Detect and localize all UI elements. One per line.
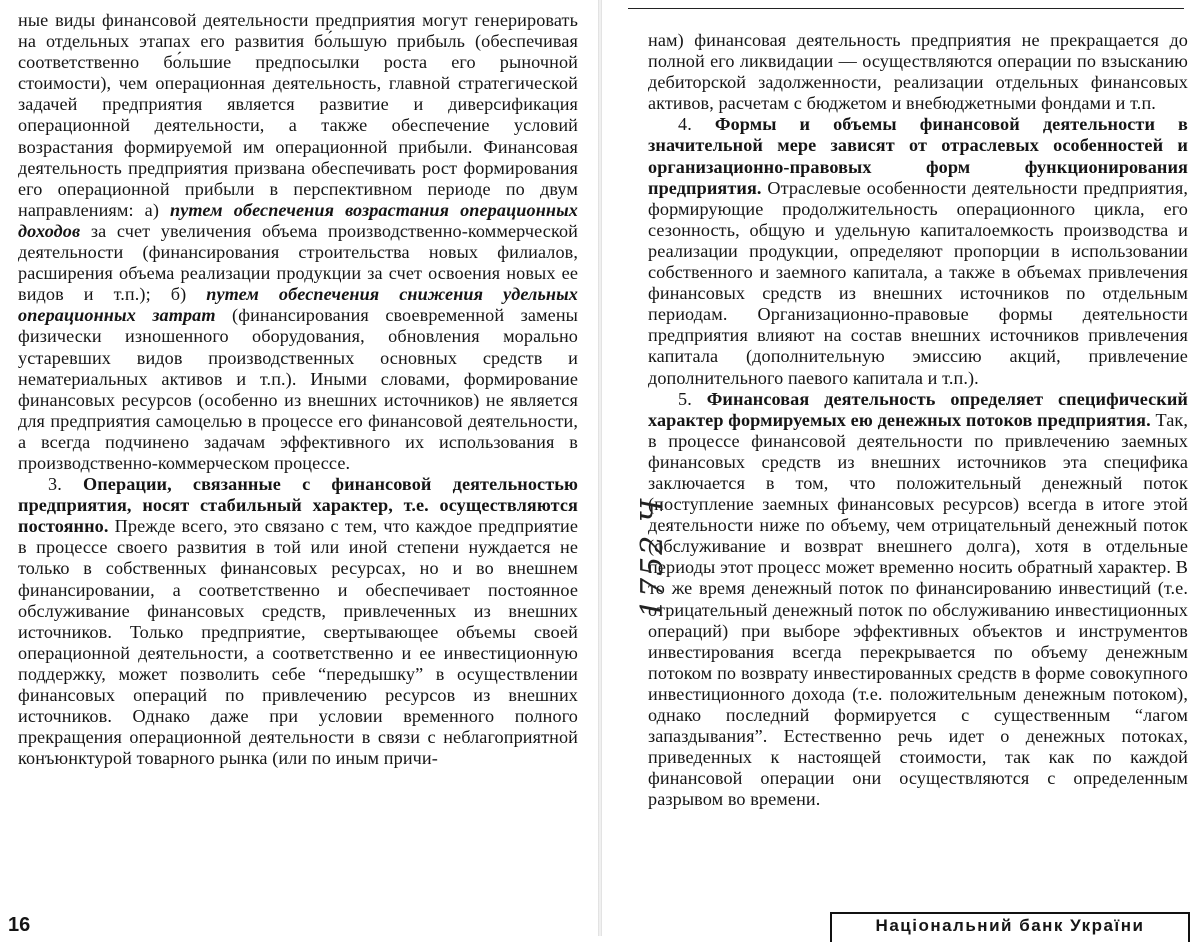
left-text-column	[18, 10, 578, 769]
library-stamp: Національний банк України	[830, 912, 1190, 942]
left-paragraph-2: 3. Операции, связанные с финансовой деятельностью предприятия, носят стабильный характер, т.е. осуществляются постоянно. Прежде всего, это связано с тем, что каждое предприятие в процессе своего развития в той или иной степени нуждается не только в собственных финансовых ресурсах, но и во внешнем финансировании, а соответственно и обеспечивает постоянное обслуживание финансовых средств, привлеченных из внешних источников. Только предприятие, свертывающее объемы своей операционной деятельности, а соответственно и ее инвестиционную поддержку, может позволить себе “передышку” в осуществлении финансовых операций по привлечению ресурсов из внешних источников. Однако даже при условии временного полного прекращения операционной деятельности в связи с неблагоприятной конъюнктурой товарного рынка (или по иным причи-	[18, 474, 578, 769]
page-number: 16	[8, 914, 31, 936]
left-page	[0, 0, 600, 936]
section-4-heading: Формы и объемы финансовой деятельности в значительной мере зависят от отраслевых особенностей и организационно-правовых форм функционирования предприятия.	[648, 114, 1188, 198]
right-paragraph-1: нам) финансовая деятельность предприятия не прекращается до полной его ликвидации — осуществляются операции по взысканию дебиторской задолженности, реализации отдельных финансовых активов, расчетам с бюджетом и внебюджетными фондами и т.п.	[648, 30, 1188, 114]
right-text-column	[648, 30, 1188, 810]
left-paragraph-1: ные виды финансовой деятельности предприятия могут генерировать на отдельных этапах его развития бо́льшую прибыль (обеспечивая соответственно бо́льшие предпосылки роста его рыночной стоимости), чем операционная деятельность, главной стратегической задачей предприятия является развитие и диверсификация операционной деятельности, а также обеспечение условий возрастания формируемой им операционной прибыли. Финансовая деятельность предприятия призвана обеспечивать рост формирования его операционной прибыли в перспективном периоде по двум направлениям: а) путем обеспечения возрастания операционных доходов за счет увеличения объема производственно-коммерческой деятельности (финансирования строительства новых филиалов, расширения объема реализации продукции за счет освоения новых ее видов и т.п.); б) путем обеспечения снижения удельных операционных затрат (финансирования своевременной замены физически изношенного оборудования, обновления морально устаревших видов производственных основных средств и нематериальных активов и т.п.). Иными словами, формирование финансовых ресурсов (особенно из внешних источников) не является для предприятия самоцелью в процессе его финансовой деятельности, а всегда подчинено задачам эффективного их использования в производственно-коммерческом процессе.	[18, 10, 579, 473]
section-3-heading: Операции, связанные с финансовой деятельностью предприятия, носят стабильный характер, т.е. осуществляются постоянно.	[18, 474, 578, 537]
header-rule	[628, 8, 1184, 9]
handwritten-inventory-number: 1752 Ч	[635, 496, 671, 619]
italic-phrase-2: путем обеспечения снижения удельных операционных затрат	[18, 284, 578, 326]
section-5-heading: Финансовая деятельность определяет специфический характер формируемых ею денежных потоков предприятия.	[648, 388, 1188, 430]
italic-phrase-1: путем обеспечения возрастания операционных доходов	[18, 199, 579, 241]
right-page	[600, 0, 1200, 936]
right-paragraph-3: 5. Финансовая деятельность определяет специфический характер формируемых ею денежных потоков предприятия. Так, в процессе финансовой деятельности по привлечению заемных финансовых средств из внешних источников эта специфика заключается в том, что положительный денежный поток (поступление заемных финансовых ресурсов) всегда в итоге этой деятельности ниже по объему, чем отрицательный денежный поток (обслуживание и возврат внешнего долга), хотя в отдельные периоды этот процесс может временно носить обратный характер. В то же время денежный поток по финансированию инвестиций (т.е. отрицательный денежный поток по обслуживанию инвестиционных операций) при выборе эффективных объектов и инструментов инвестирования всегда перекрывается по объему денежным потоком по возврату инвестированных средств в форме совокупного инвестиционного дохода (т.е. положительным денежным потоком), однако последний формируется с существенным “лагом запаздывания”. Естественно речь идет о денежных потоках, приведенных к настоящей стоимости, так как по каждой финансовой операции они осуществляются с определенным разрывом во времени.	[648, 388, 1188, 810]
right-paragraph-2: 4. Формы и объемы финансовой деятельности в значительной мере зависят от отраслевых особенностей и организационно-правовых форм функционирования предприятия. Отраслевые особенности деятельности предприятия, формирующие продолжительность операционного цикла, его сезонность, общую и удельную капиталоемкость производства и реализации продукции, определяют пропорции в использовании собственного и заемного капитала, а также в объемах привлечения финансовых средств из внешних источников по отдельным периодам. Организационно-правовые формы деятельности предприятия влияют на состав внешних источников привлечения капитала (дополнительную эмиссию акций, привлечение дополнительного паевого капитала и т.п.).	[648, 114, 1188, 388]
